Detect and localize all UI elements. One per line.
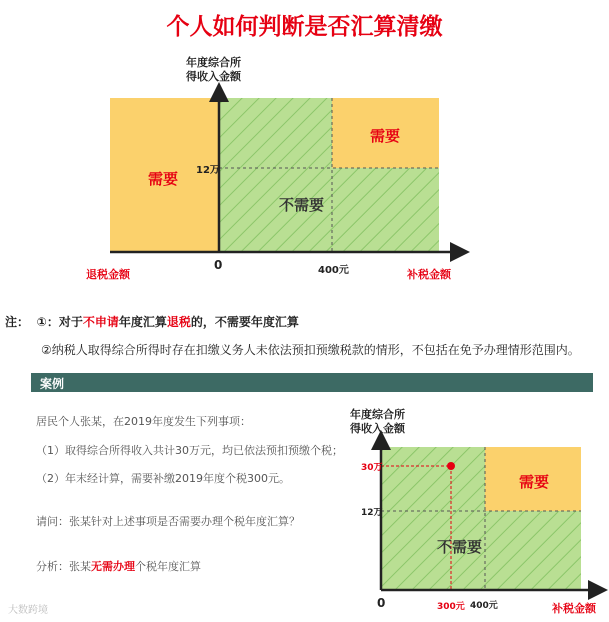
y-axis-label-2: 年度综合所 得收入金额 [350,408,405,435]
x-tick-400-2: 400元 [470,601,498,611]
x-tick-300: 300元 [437,602,465,612]
zone-left-label: 需要 [148,170,179,188]
zone-middle-label-2: 不需要 [437,538,483,556]
y-tick-30w: 30万 [361,463,383,473]
data-point [447,462,455,470]
note-line-2: ②纳税人取得综合所得时存在扣缴义务人未依法预扣预缴税款的情形，不包括在免予办理情形范围内。 [41,343,580,357]
zone-middle-label: 不需要 [279,196,325,214]
x-tick-400: 400元 [318,265,349,276]
zone-top-right-label-2: 需要 [519,473,550,491]
note-line-1: 注： ①：对于不申请年度汇算退税的，不需要年度汇算 [5,315,299,329]
y-tick-12w: 12万 [196,165,220,176]
origin-label-2: 0 [377,596,386,610]
case-line-3: （2）年末经计算，需要补缴2019年度个税300元。 [36,472,290,485]
case-line-1: 居民个人张某，在2019年度发生下列事项： [36,415,251,428]
y-axis-label-1: 年度综合所 得收入金额 [186,56,241,83]
origin-label: 0 [214,258,223,272]
case-answer: 分析：张某无需办理个税年度汇算 [36,560,201,573]
watermark-logo: 大数跨境 [8,605,48,616]
case-line-2: （1）取得综合所得收入共计30万元，均已依法预扣预缴个税； [36,444,343,457]
y-tick-12w-2: 12万 [361,508,383,518]
pay-label-2: 补税金额 [552,602,596,615]
case-question: 请问：张某针对上述事项是否需要办理个税年度汇算？ [36,515,300,528]
page-title: 个人如何判断是否汇算清缴 [166,14,443,40]
case-header: 案例 [40,377,65,391]
pay-label: 补税金额 [407,268,451,281]
zone-top-right-label: 需要 [370,127,401,145]
case-header-bar [31,373,593,392]
refund-label: 退税金额 [86,268,130,281]
